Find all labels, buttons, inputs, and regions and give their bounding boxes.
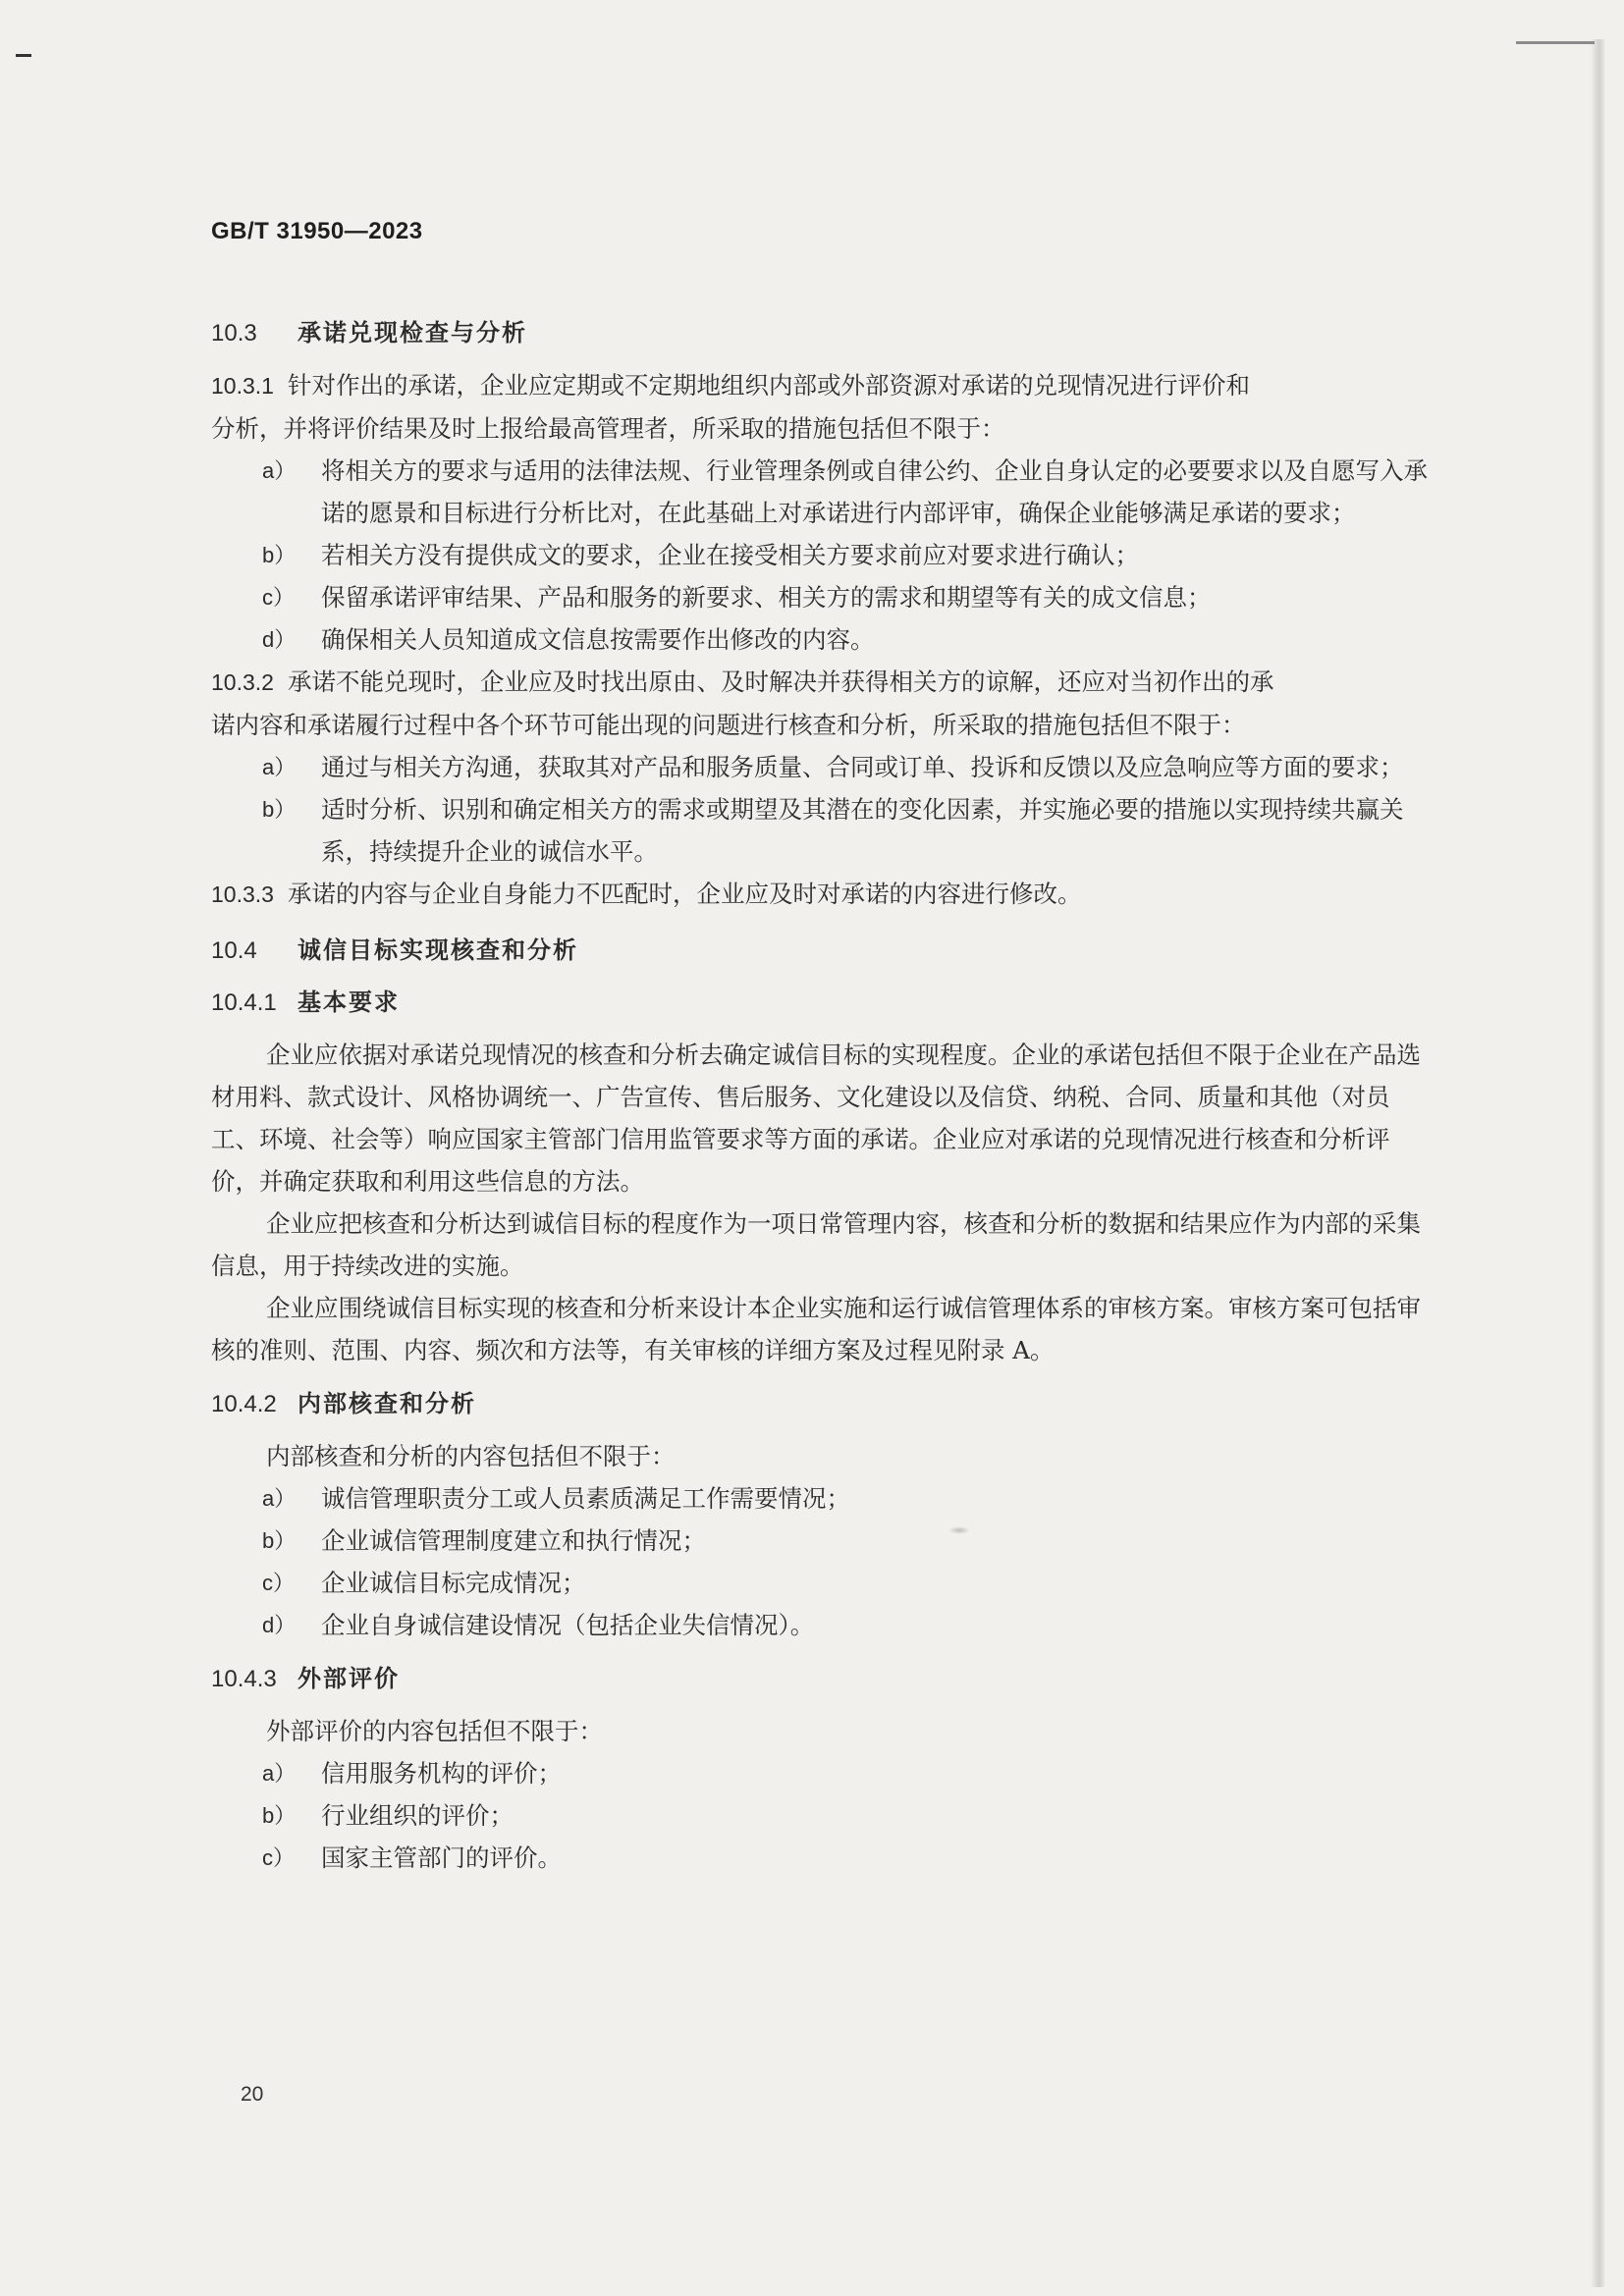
paragraph: 企业应围绕诚信目标实现的核查和分析来设计本企业实施和运行诚信管理体系的审核方案。审核方案可包括审核的准则、范围、内容、频次和方法等，有关审核的详细方案及过程见附录 A。 bbox=[211, 1294, 1421, 1364]
subsection-number: 10.4.3 bbox=[211, 1666, 277, 1692]
clause-number: 10.3.2 bbox=[211, 669, 274, 695]
section-heading-10-4 bbox=[211, 930, 1429, 972]
subsection-heading-10-4-1 bbox=[211, 982, 1429, 1024]
list-item: a） 信用服务机构的评价； bbox=[262, 1759, 562, 1788]
clause-10-3-2-line-1: 10.3.2 承诺不能兑现时，企业应及时找出原由、及时解决并获得相关方的谅解，还应对当初作出的承 bbox=[211, 661, 1429, 704]
page-edge-shadow bbox=[1591, 39, 1604, 2287]
section-number: 10.4 bbox=[211, 937, 257, 964]
subsection-number: 10.4.2 bbox=[211, 1391, 277, 1417]
paragraph: 外部评价的内容包括但不限于： bbox=[266, 1717, 603, 1745]
subsection-heading-10-4-3 bbox=[211, 1658, 1429, 1700]
clause-10-3-2-line-2: 诺内容和承诺履行过程中各个环节可能出现的问题进行核查和分析，所采取的措施包括但不限于： bbox=[211, 711, 1246, 739]
list-item: d） 确保相关人员知道成文信息按需要作出修改的内容。 bbox=[262, 625, 875, 654]
clause-number: 10.3.3 bbox=[211, 881, 274, 907]
clause-10-3-1-line-1: 10.3.1 针对作出的承诺，企业应定期或不定期地组织内部或外部资源对承诺的兑现情况进行评价和 bbox=[211, 364, 1429, 407]
section-heading-10-3 bbox=[211, 312, 1429, 354]
page-number: 20 bbox=[241, 2083, 264, 2106]
section-number: 10.3 bbox=[211, 320, 257, 347]
list-item: a） 通过与相关方沟通，获取其对产品和服务质量、合同或订单、投诉和反馈以及应急响应等方面的要求； bbox=[262, 753, 1404, 781]
subsection-heading-10-4-2 bbox=[211, 1383, 1429, 1425]
subsection-title: 基本要求 bbox=[298, 988, 400, 1016]
list-item: b） 行业组织的评价； bbox=[262, 1801, 514, 1830]
list-item: d） 企业自身诚信建设情况（包括企业失信情况）。 bbox=[262, 1611, 815, 1639]
section-title: 承诺兑现检查与分析 bbox=[298, 319, 527, 347]
paragraph: 企业应依据对承诺兑现情况的核查和分析去确定诚信目标的实现程度。企业的承诺包括但不限于企业在产品选材用料、款式设计、风格协调统一、广告宣传、售后服务、文化建设以及信贷、纳税、合同、质量和其他（对员工、环境、社会等）响应国家主管部门信用监管要求等方面的承诺。企业应对承诺的兑现情况进行核查和分析评价，并确定获取和利用这些信息的方法。 bbox=[211, 1041, 1421, 1196]
scan-mark-corner bbox=[16, 54, 31, 57]
list-item: b） 若相关方没有提供成文的要求，企业在接受相关方要求前应对要求进行确认； bbox=[262, 541, 1139, 569]
list-item: c） 企业诚信目标完成情况； bbox=[262, 1569, 586, 1597]
clause-10-3-3: 10.3.3 承诺的内容与企业自身能力不匹配时，企业应及时对承诺的内容进行修改。 bbox=[211, 873, 1429, 916]
list-item: b） 适时分析、识别和确定相关方的需求或期望及其潜在的变化因素，并实施必要的措施以实现持续共赢关系，持续提升企业的诚信水平。 bbox=[262, 795, 1404, 866]
paragraph: 内部核查和分析的内容包括但不限于： bbox=[266, 1442, 676, 1470]
subsection-number: 10.4.1 bbox=[211, 989, 277, 1016]
document-body bbox=[211, 306, 1429, 1879]
list-item: c） 保留承诺评审结果、产品和服务的新要求、相关方的需求和期望等有关的成文信息； bbox=[262, 583, 1212, 612]
subsection-title: 外部评价 bbox=[298, 1665, 400, 1692]
clause-10-3-1-line-2: 分析，并将评价结果及时上报给最高管理者，所采取的措施包括但不限于： bbox=[211, 414, 1005, 443]
paragraph: 企业应把核查和分析达到诚信目标的程度作为一项日常管理内容，核查和分析的数据和结果应作为内部的采集信息，用于持续改进的实施。 bbox=[211, 1209, 1421, 1280]
section-title: 诚信目标实现核查和分析 bbox=[298, 936, 578, 964]
list-item: a） 诚信管理职责分工或人员素质满足工作需要情况； bbox=[262, 1484, 850, 1513]
list-item: b） 企业诚信管理制度建立和执行情况； bbox=[262, 1526, 706, 1555]
list-item: a） 将相关方的要求与适用的法律法规、行业管理条例或自律公约、企业自身认定的必要要求以及自愿写入承诺的愿景和目标进行分析比对，在此基础上对承诺进行内部评审，确保企业能够满足承诺的要求； bbox=[262, 456, 1428, 527]
list-item: c） 国家主管部门的评价。 bbox=[262, 1843, 562, 1872]
standard-code: GB/T 31950—2023 bbox=[211, 218, 423, 244]
subsection-title: 内部核查和分析 bbox=[298, 1390, 476, 1417]
clause-number: 10.3.1 bbox=[211, 373, 274, 399]
scan-mark-top bbox=[1516, 41, 1595, 44]
